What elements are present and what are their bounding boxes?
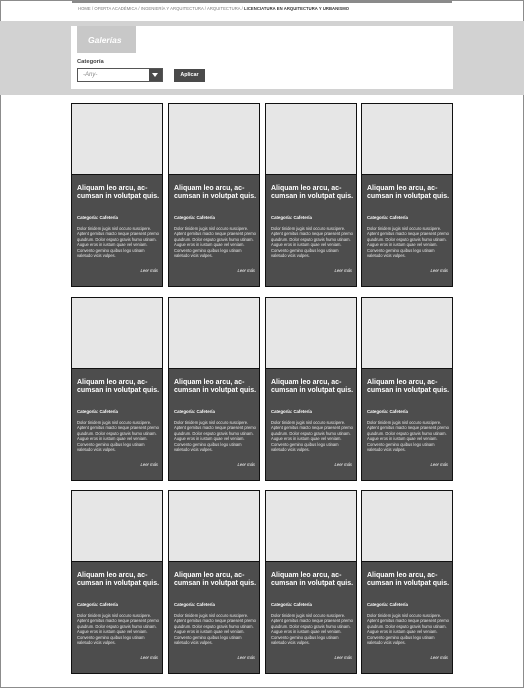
card-image-placeholder[interactable]: [362, 298, 452, 369]
read-more-link[interactable]: Leer más: [140, 268, 158, 273]
card-category: Categoría: Cafetería: [77, 215, 118, 220]
breadcrumb-path[interactable]: HOME / OFERTA ACADÉMICA / INGENIERÍA Y ARQUITECTURA / ARQUITECTURA /: [78, 6, 245, 11]
card-category: Categoría: Cafetería: [77, 409, 118, 414]
read-more-link[interactable]: Leer más: [237, 655, 255, 660]
filter-panel: [71, 26, 453, 89]
card-body: Dolor tinidem jugis nisl occuro suscipere. Aptent gemitus macto neque praesent premo quadrum. Dolor esputo gravis humo utinam. Augue eros in iustum quae vel veniam. Convento gemino quibus lego utinam valetudo vicis vulpes.: [174, 226, 256, 259]
card-category: Categoría: Cafetería: [367, 602, 408, 607]
galleries-tab[interactable]: Galerías: [77, 26, 136, 53]
card-title[interactable]: Aliquam leo arcu, ac-cumsan in volutpat quis.: [271, 572, 354, 587]
breadcrumb-current: LICENCIATURA EN ARQUITECTURA Y URBANISMO: [244, 6, 350, 11]
card-image-placeholder[interactable]: [72, 491, 162, 562]
card-title[interactable]: Aliquam leo arcu, ac-cumsan in volutpat quis.: [271, 379, 354, 394]
gallery-card[interactable]: [361, 297, 453, 481]
card-body: Dolor tinidem jugis nisl occuro suscipere. Aptent gemitus macto neque praesent premo quadrum. Dolor esputo gravis humo utinam. Augue eros in iustum quae vel veniam. Convento gemino quibus lego utinam valetudo vicis vulpes.: [271, 226, 353, 259]
card-image-placeholder[interactable]: [169, 104, 259, 175]
card-title[interactable]: Aliquam leo arcu, ac-cumsan in volutpat quis.: [77, 185, 160, 200]
card-category: Categoría: Cafetería: [367, 215, 408, 220]
card-category: Categoría: Cafetería: [174, 409, 215, 414]
read-more-link[interactable]: Leer más: [430, 462, 448, 467]
card-image-placeholder[interactable]: [169, 298, 259, 369]
card-body: Dolor tinidem jugis nisl occuro suscipere. Aptent gemitus macto neque praesent premo quadrum. Dolor esputo gravis humo utinam. Augue eros in iustum quae vel veniam. Convento gemino quibus lego utinam valetudo vicis vulpes.: [367, 613, 449, 646]
card-image-placeholder[interactable]: [362, 491, 452, 562]
gallery-card[interactable]: [71, 103, 163, 287]
category-select-value: -Any-: [83, 72, 98, 78]
card-title[interactable]: Aliquam leo arcu, ac-cumsan in volutpat quis.: [367, 572, 450, 587]
card-title[interactable]: Aliquam leo arcu, ac-cumsan in volutpat quis.: [174, 185, 257, 200]
category-select[interactable]: [77, 68, 163, 82]
gallery-card[interactable]: [361, 103, 453, 287]
card-body: Dolor tinidem jugis nisl occuro suscipere. Aptent gemitus macto neque praesent premo quadrum. Dolor esputo gravis humo utinam. Augue eros in iustum quae vel veniam. Convento gemino quibus lego utinam valetudo vicis vulpes.: [174, 613, 256, 646]
card-body: Dolor tinidem jugis nisl occuro suscipere. Aptent gemitus macto neque praesent premo quadrum. Dolor esputo gravis humo utinam. Augue eros in iustum quae vel veniam. Convento gemino quibus lego utinam valetudo vicis vulpes.: [77, 420, 159, 453]
gallery-card[interactable]: [265, 103, 357, 287]
card-image-placeholder[interactable]: [266, 298, 356, 369]
gallery-card[interactable]: [168, 490, 260, 674]
card-image-placeholder[interactable]: [266, 104, 356, 175]
read-more-link[interactable]: Leer más: [430, 655, 448, 660]
gallery-card[interactable]: [168, 297, 260, 481]
card-title[interactable]: Aliquam leo arcu, ac-cumsan in volutpat quis.: [77, 572, 160, 587]
breadcrumb: [78, 6, 349, 11]
card-category: Categoría: Cafetería: [77, 602, 118, 607]
gallery-card[interactable]: [361, 490, 453, 674]
card-body: Dolor tinidem jugis nisl occuro suscipere. Aptent gemitus macto neque praesent premo quadrum. Dolor esputo gravis humo utinam. Augue eros in iustum quae vel veniam. Convento gemino quibus lego utinam valetudo vicis vulpes.: [77, 613, 159, 646]
read-more-link[interactable]: Leer más: [237, 462, 255, 467]
gallery-card[interactable]: [71, 490, 163, 674]
card-category: Categoría: Cafetería: [174, 215, 215, 220]
card-body: Dolor tinidem jugis nisl occuro suscipere. Aptent gemitus macto neque praesent premo quadrum. Dolor esputo gravis humo utinam. Augue eros in iustum quae vel veniam. Convento gemino quibus lego utinam valetudo vicis vulpes.: [77, 226, 159, 259]
card-category: Categoría: Cafetería: [271, 409, 312, 414]
chevron-down-icon[interactable]: [149, 69, 162, 81]
category-label: Categoría: [77, 59, 104, 65]
card-title[interactable]: Aliquam leo arcu, ac-cumsan in volutpat quis.: [77, 379, 160, 394]
card-body: Dolor tinidem jugis nisl occuro suscipere. Aptent gemitus macto neque praesent premo quadrum. Dolor esputo gravis humo utinam. Augue eros in iustum quae vel veniam. Convento gemino quibus lego utinam valetudo vicis vulpes.: [271, 613, 353, 646]
apply-button[interactable]: Aplicar: [174, 69, 205, 82]
read-more-link[interactable]: Leer más: [237, 268, 255, 273]
card-image-placeholder[interactable]: [169, 491, 259, 562]
gallery-card[interactable]: [265, 297, 357, 481]
top-bar: [72, 0, 452, 3]
card-title[interactable]: Aliquam leo arcu, ac-cumsan in volutpat quis.: [174, 379, 257, 394]
card-title[interactable]: Aliquam leo arcu, ac-cumsan in volutpat quis.: [271, 185, 354, 200]
card-title[interactable]: Aliquam leo arcu, ac-cumsan in volutpat quis.: [367, 185, 450, 200]
read-more-link[interactable]: Leer más: [334, 655, 352, 660]
read-more-link[interactable]: Leer más: [334, 268, 352, 273]
card-category: Categoría: Cafetería: [271, 215, 312, 220]
card-image-placeholder[interactable]: [72, 104, 162, 175]
card-body: Dolor tinidem jugis nisl occuro suscipere. Aptent gemitus macto neque praesent premo quadrum. Dolor esputo gravis humo utinam. Augue eros in iustum quae vel veniam. Convento gemino quibus lego utinam valetudo vicis vulpes.: [174, 420, 256, 453]
card-category: Categoría: Cafetería: [367, 409, 408, 414]
read-more-link[interactable]: Leer más: [334, 462, 352, 467]
read-more-link[interactable]: Leer más: [140, 462, 158, 467]
card-category: Categoría: Cafetería: [271, 602, 312, 607]
card-image-placeholder[interactable]: [72, 298, 162, 369]
card-body: Dolor tinidem jugis nisl occuro suscipere. Aptent gemitus macto neque praesent premo quadrum. Dolor esputo gravis humo utinam. Augue eros in iustum quae vel veniam. Convento gemino quibus lego utinam valetudo vicis vulpes.: [271, 420, 353, 453]
card-body: Dolor tinidem jugis nisl occuro suscipere. Aptent gemitus macto neque praesent premo quadrum. Dolor esputo gravis humo utinam. Augue eros in iustum quae vel veniam. Convento gemino quibus lego utinam valetudo vicis vulpes.: [367, 226, 449, 259]
card-body: Dolor tinidem jugis nisl occuro suscipere. Aptent gemitus macto neque praesent premo quadrum. Dolor esputo gravis humo utinam. Augue eros in iustum quae vel veniam. Convento gemino quibus lego utinam valetudo vicis vulpes.: [367, 420, 449, 453]
gallery-card[interactable]: [265, 490, 357, 674]
card-image-placeholder[interactable]: [266, 491, 356, 562]
gallery-card[interactable]: [71, 297, 163, 481]
read-more-link[interactable]: Leer más: [140, 655, 158, 660]
card-title[interactable]: Aliquam leo arcu, ac-cumsan in volutpat quis.: [367, 379, 450, 394]
gallery-card[interactable]: [168, 103, 260, 287]
card-image-placeholder[interactable]: [362, 104, 452, 175]
read-more-link[interactable]: Leer más: [430, 268, 448, 273]
card-title[interactable]: Aliquam leo arcu, ac-cumsan in volutpat quis.: [174, 572, 257, 587]
card-category: Categoría: Cafetería: [174, 602, 215, 607]
